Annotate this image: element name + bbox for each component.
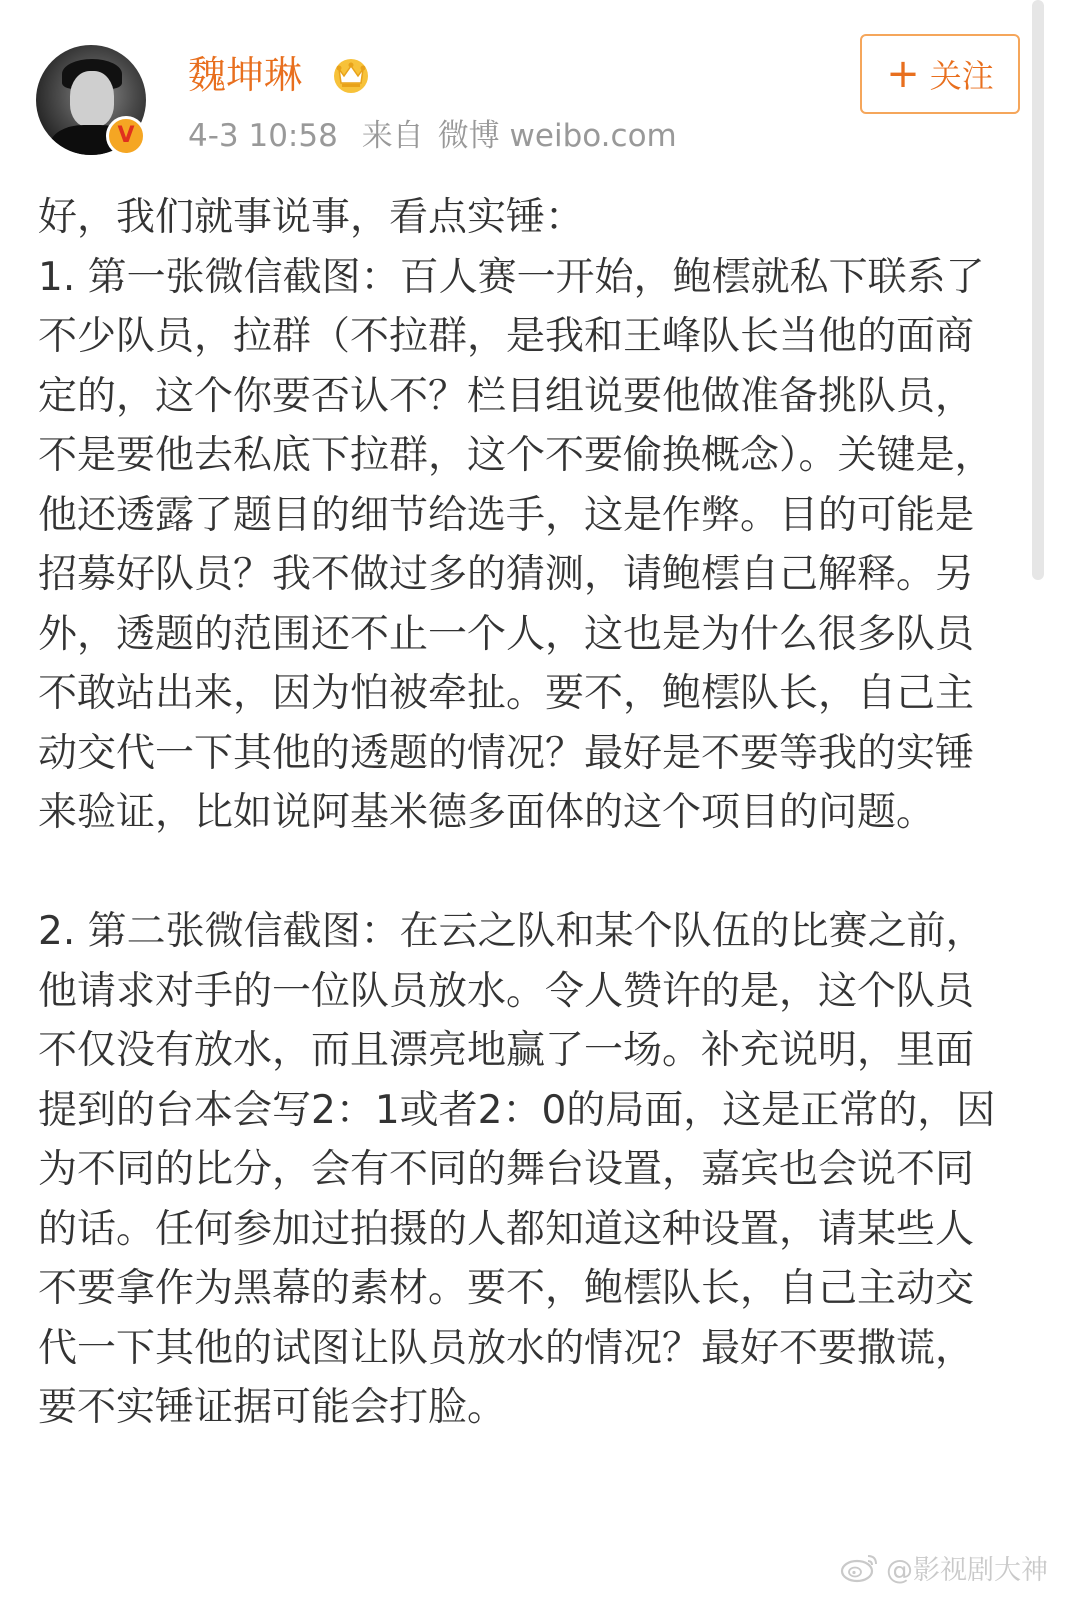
follow-button[interactable] <box>860 34 1020 114</box>
post-paragraph: 2. 第二张微信截图：在云之队和某个队伍的比赛之前，他请求对手的一位队员放水。令人赞许的是，这个队员不仅没有放水，而且漂亮地赢了一场。补充说明，里面提到的台本会写2：1或者2：0的局面，这是正常的，因为不同的比分，会有不同的舞台设置，嘉宾也会说不同的话。任何参加过拍摄的人都知道这种设置，请某些人不要拿作为黑幕的素材。要不，鲍橒队长，自己主动交代一下其他的试图让队员放水的情况？最好不要撒谎，要不实锤证据可能会打脸。 <box>38 909 996 1430</box>
post-source-prefix: 来自 <box>361 118 424 154</box>
username[interactable]: 魏坤琳 <box>188 53 303 97</box>
paragraph-spacer <box>38 843 998 903</box>
follow-label: 关注 <box>929 57 994 95</box>
weibo-logo-icon <box>840 1552 880 1584</box>
watermark <box>840 1548 1048 1587</box>
avatar-face <box>70 71 114 127</box>
post-body <box>38 188 998 1438</box>
post-paragraph: 好，我们就事说事，看点实锤： 1. 第一张微信截图：百人赛一开始，鲍橒就私下联系了不少队员，拉群（不拉群，是我和王峰队长当他的面商定的，这个你要否认不？栏目组说要他做准备挑队员，不是要他去私底下拉群，这个不要偷换概念）。关键是，他还透露了题目的细节给选手，这是作弊。目的可能是招募好队员？我不做过多的猜测，请鲍橒自己解释。另外，透题的范围还不止一个人，这也是为什么很多队员不敢站出来，因为怕被牵扯。要不，鲍橒队长，自己主动交代一下其他的透题的情况？最好是不要等我的实锤来验证，比如说阿基米德多面体的这个项目的问题。 <box>38 195 994 835</box>
post-source[interactable]: 微博 weibo.com <box>437 118 677 154</box>
scrollbar[interactable] <box>1032 0 1044 580</box>
verified-badge-icon: V <box>106 116 146 156</box>
post-timestamp: 4-3 10:58 <box>188 118 338 154</box>
watermark-text: @影视剧大神 <box>886 1555 1048 1586</box>
crown-icon <box>330 54 372 94</box>
plus-icon: + <box>886 51 920 97</box>
post-meta <box>188 114 691 158</box>
